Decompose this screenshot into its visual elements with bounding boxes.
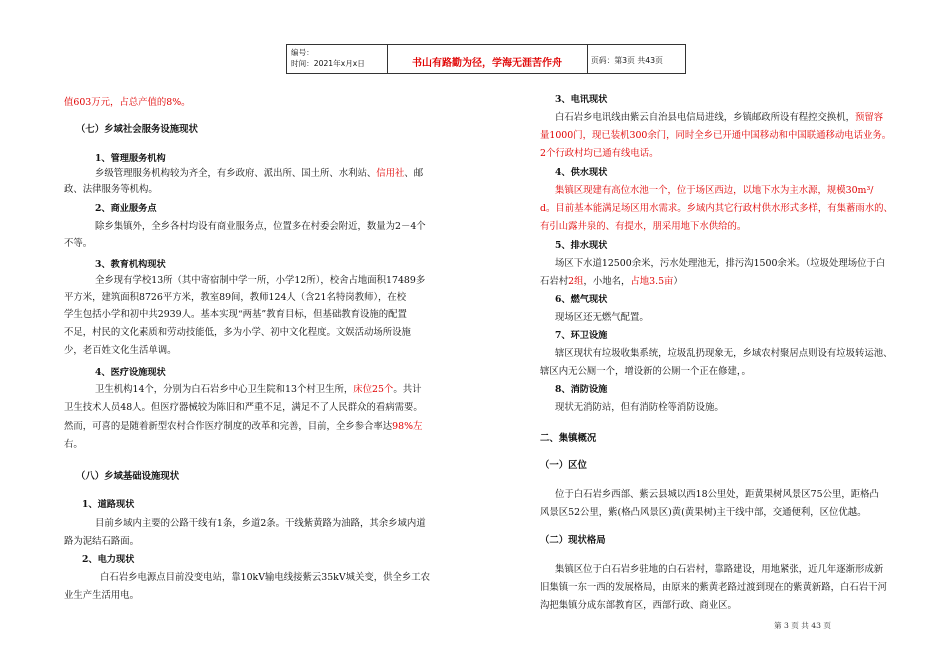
text-line: d。目前基本能满足场区用水需求。乡域内其它行政村供水形式多样，有集蓄雨水的、 (540, 203, 893, 214)
subsection-heading: 2、电力现状 (82, 554, 135, 565)
subsection-heading: 4、供水现状 (555, 167, 608, 178)
text-line: 辖区内无公厕一个，增设新的公厕一个正在修建，。 (540, 366, 751, 377)
page-label: 页码：第3页 共43页 (591, 56, 663, 65)
text-line: 值603万元，占总产值的8%。 (64, 97, 191, 108)
text-line: 场区下水道12500余米，污水处理池无，排污沟1500余米。（垃圾处理场位于白 (555, 258, 886, 269)
text-line: 全乡现有学校13所（其中寄宿制中学一所，小学12所），校舍占地面积17489多 (95, 275, 426, 286)
text-line: 石岩村2组，小地名，占地3.5亩） (540, 276, 683, 287)
subsection-heading: 3、教育机构现状 (95, 259, 166, 270)
section-heading: （一）区位 (540, 460, 587, 471)
text-line: 现场区还无燃气配置。 (555, 312, 649, 323)
text-line: 有引山露井泉的、有提水，朋采用地下水供给的。 (540, 221, 747, 232)
subsection-heading: 4、医疗设施现状 (95, 367, 166, 378)
text-line: 不足，村民的文化素质和劳动技能低，多为小学、初中文化程度。文娱活动场所设施 (64, 327, 411, 338)
text-line: 政、法律服务等机构。 (64, 184, 158, 195)
text-line: 路为泥结石路面。 (64, 536, 140, 547)
subsection-heading: 5、排水现状 (555, 240, 608, 251)
header-page-cell (587, 45, 685, 73)
time-label: 时间：2021年x月x日 (291, 59, 365, 68)
text-line: 位于白石岩乡西部、紫云县城以西18公里处，距黄果树风景区75公里，距格凸 (555, 489, 879, 500)
section-heading: 二、集镇概况 (540, 433, 597, 444)
subsection-heading: 1、管理服务机构 (95, 153, 166, 164)
section-heading: （七）乡域社会服务设施现状 (76, 124, 198, 135)
subsection-heading: 3、电讯现状 (555, 94, 608, 105)
text-line: 现状无消防站，但有消防栓等消防设施。 (555, 402, 724, 413)
page-header (286, 44, 686, 74)
text-line: 沟把集镇分成东部教育区，西部行政、商业区。 (540, 600, 737, 611)
section-heading: （二）现状格局 (540, 535, 606, 546)
text-line: 卫生机构14个，分别为白石岩乡中心卫生院和13个村卫生所，床位25个。共计 (95, 384, 422, 395)
text-line: 白石岩乡电源点目前没变电站，靠10kV输电线接紫云35kV城关变，供全乡工农 (100, 572, 431, 583)
text-line: 右。 (64, 439, 83, 450)
text-line: 平方米，建筑面积8726平方米，教室89间，教师124人（含21名特岗教师），在校 (64, 292, 407, 303)
text-line: 旧集镇一东一西的发展格局，由原来的紫黄老路过渡到现在的紫黄新路，白石岩干河 (540, 582, 887, 593)
section-heading: （八）乡域基础设施现状 (76, 471, 180, 482)
subsection-heading: 1、道路现状 (82, 499, 135, 510)
text-line: 集镇区现建有高位水池一个，位于场区西边，以地下水为主水源，规模30m³/ (555, 185, 874, 196)
page-footer: 第 3 页 共 43 页 (774, 621, 831, 630)
text-line: 业生产生活用电。 (64, 590, 140, 601)
text-line: 白石岩乡电讯线由紫云自治县电信局进线，乡镇邮政所设有程控交换机，预留容 (555, 112, 884, 123)
text-line: 风景区52公里，紫(格凸风景区)黄(黄果树)主干线中部，交通便利，区位优越。 (540, 507, 867, 518)
text-line: 集镇区位于白石岩乡驻地的白石岩村，靠路建设，用地紧张，近几年逐渐形成新 (555, 564, 884, 575)
subsection-heading: 2、商业服务点 (95, 203, 157, 214)
subsection-heading: 6、燃气现状 (555, 294, 608, 305)
text-line: 卫生技术人员48人。但医疗器械较为陈旧和严重不足，满足不了人民群众的看病需要。 (64, 402, 423, 413)
subsection-heading: 8、消防设施 (555, 384, 608, 395)
text-line: 少，老百姓文化生活单调。 (64, 345, 177, 356)
text-line: 除乡集镇外，全乡各村均设有商业服务点，位置多在村委会附近，数量为2－4个 (95, 221, 426, 232)
text-line: 辖区现状有垃圾收集系统，垃圾乱扔现象无，乡域农村聚居点则设有垃圾转运池、 (555, 348, 893, 359)
text-line: 然而，可喜的是随着新型农村合作医疗制度的改革和完善，目前，全乡参合率达98%左 (64, 421, 423, 432)
text-line: 目前乡域内主要的公路干线有1条，乡道2条。干线紫黄路为油路，其余乡域内道 (95, 518, 426, 529)
text-line: 不等。 (64, 238, 93, 249)
text-line: 2个行政村均已通有线电话。 (540, 148, 659, 159)
subsection-heading: 7、环卫设施 (555, 330, 608, 341)
header-motto-cell (387, 45, 588, 73)
text-line: 学生包括小学和初中共2939人。基本实现“两基”教育目标，但基础教育设施的配置 (64, 309, 407, 320)
header-info-cell (287, 45, 388, 73)
motto: 书山有路勤为径，学海无涯苦作舟 (412, 58, 562, 69)
text-line: 量1000门，现已装机300余门，同时全乡已开通中国移动和中国联通移动电话业务。 (540, 130, 892, 141)
code-label: 编号： (291, 48, 314, 57)
text-line: 乡级管理服务机构较为齐全，有乡政府、派出所、国土所、水利站、信用社、邮 (95, 168, 424, 179)
